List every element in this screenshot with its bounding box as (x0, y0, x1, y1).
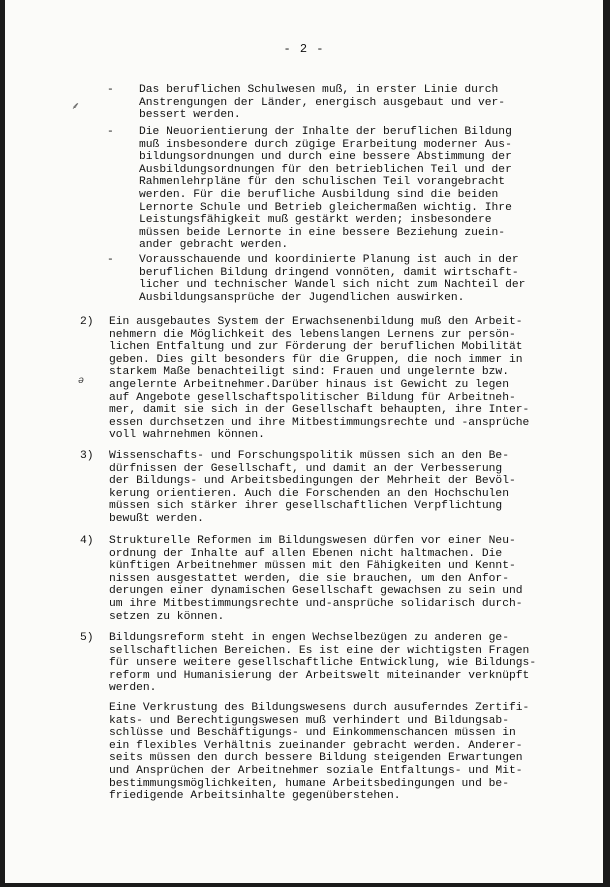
text-line: Vorausschauende und koordinierte Planung ist auch in der (139, 254, 519, 266)
bullet-paragraph (139, 126, 512, 252)
text-line: für unsere weitere gesellschaftliche Entwicklung, wie Bildungs- (109, 657, 537, 670)
text-line: werden. (109, 682, 157, 695)
text-line: kerung orientieren. Auch die Forschenden an den Hochschulen (109, 487, 509, 500)
text-line: Anstrengungen der Länder, energisch ausgebaut und ver- (139, 96, 506, 109)
text-line: Ausbildungsordnungen für den betrieblichen Teil und der (139, 163, 512, 176)
section-paragraph (109, 632, 536, 695)
text-line: ein flexibles Verhältnis zueinander gebracht werden. Anderer- (109, 739, 523, 752)
text-line: ordnung der Inhalte auf allen Ebenen nicht haltmachen. Die (109, 547, 503, 560)
text-line: friedigende Arbeitsinhalte gegenüberstehen. (109, 790, 401, 803)
text-line: kats- und Berechtigungswesen muß verhindert und Bildungsab- (109, 714, 509, 727)
section-number: 4) (80, 535, 94, 547)
text-line: Leistungsfähigkeit muß gestärkt werden; insbesondere (139, 214, 492, 227)
text-line: lichen Entfaltung und zur Förderung der beruflichen Mobilität (109, 341, 523, 354)
text-line: auf Angebote gesellschaftspolitischer Bildung für Arbeitneh- (109, 391, 516, 404)
text-line: Rahmenlehrpläne für den schulischen Teil vorangebracht (139, 176, 506, 189)
text-line: seits müssen den durch bessere Bildung steigenden Erwartungen (109, 752, 523, 765)
text-line: angelernte Arbeitnehmer.Darüber hinaus ist Gewicht zu legen (109, 378, 509, 391)
page-number: - 2 - (283, 42, 325, 56)
section-paragraph (109, 535, 523, 623)
text-line: werden. Für die berufliche Ausbildung sind die beiden (139, 188, 499, 201)
text-line: schlüsse und Beschäftigungs- und Einkommenschancen müssen in (109, 727, 516, 740)
text-line: essen durchsetzen und ihre Mitbestimmungsrechte und -ansprüche (109, 416, 530, 429)
section-number: 2) (80, 316, 94, 328)
text-line: Bildungsreform steht in engen Wechselbezügen zu anderen ge- (109, 632, 509, 644)
bullet-marker: - (107, 126, 114, 138)
margin-pencil-mark: ⸙ (71, 102, 79, 113)
text-line: der Bildungs- und Arbeitsbedingungen der Mehrheit der Bevöl- (109, 475, 516, 488)
text-line: Das beruflichen Schulwesen muß, in erster Linie durch (139, 84, 499, 96)
text-line: starkem Maße benachteiligt sind: Frauen und ungelernte bzw. (109, 366, 509, 379)
text-line: Wissenschafts- und Forschungspolitik müssen sich an den Be- (109, 450, 509, 462)
bullet-paragraph (139, 84, 505, 122)
text-line: reform und Humanisierung der Arbeitswelt miteinander verknüpft (109, 669, 530, 682)
text-line: mer, damit sie sich in der Gesellschaft behaupten, ihre Inter- (109, 404, 530, 417)
bullet-marker: - (107, 84, 114, 96)
section-number: 3) (80, 450, 94, 462)
text-line: setzen zu können. (109, 610, 225, 623)
text-line: licher und technischer Wandel sich nicht zum Nachteil der (139, 279, 526, 292)
text-line: ander gebracht werden. (139, 239, 289, 252)
text-line: beruflichen Bildung dringend vonnöten, damit wirtschaft- (139, 266, 519, 279)
text-line: müssen sich stärker ihrer gesellschaftlichen Verpflichtung (109, 500, 503, 513)
text-line: derungen einer dynamischen Gesellschaft gewachsen zu sein und (109, 585, 523, 598)
margin-pencil-mark: ə (78, 376, 85, 387)
bullet-paragraph (139, 254, 525, 304)
text-line: nehmern die Möglichkeit des lebenslangen Lernens zur persön- (109, 328, 516, 341)
text-line: dürfnissen der Gesellschaft, und damit an der Verbesserung (109, 462, 503, 475)
text-line: müssen beide Lernorte in eine bessere Beziehung zuein- (139, 226, 506, 239)
text-line: sellschaftlichen Bereichen. Es ist eine der wichtigsten Fragen (109, 644, 530, 657)
text-line: und Ansprüchen der Arbeitnehmer soziale Entfaltungs- und Mit- (109, 764, 523, 777)
section-paragraph (109, 316, 529, 442)
bullet-marker: - (107, 254, 114, 266)
text-line: um ihre Mitbestimmungsrechte und-ansprüche solidarisch durch- (109, 597, 523, 610)
text-line: Ein ausgebautes System der Erwachsenenbildung muß den Arbeit- (109, 316, 523, 328)
text-line: voll wahrnehmen können. (109, 429, 265, 442)
section-paragraph (109, 702, 529, 803)
section-number: 5) (80, 632, 94, 644)
text-line: Eine Verkrustung des Bildungswesens durch ausuferndes Zertifi- (109, 702, 530, 714)
text-line: bessert werden. (139, 109, 241, 122)
text-line: künftigen Arbeitnehmer müssen mit den Fähigkeiten und Kennt- (109, 560, 516, 573)
text-line: Ausbildungsansprüche der Jugendlichen auswirken. (139, 291, 465, 304)
text-line: Lernorte Schule und Betrieb gleichermaßen wichtig. Ihre (139, 201, 512, 214)
text-line: bildungsordnungen und durch eine bessere Abstimmung der (139, 151, 512, 164)
text-line: muß insbesondere durch zügige Erarbeitung moderner Aus- (139, 138, 512, 151)
text-line: nissen ausgestattet werden, die sie brauchen, um den Anfor- (109, 572, 509, 585)
section-paragraph (109, 450, 516, 526)
text-line: bestimmungsmöglichkeiten, humane Arbeitsbedingungen und be- (109, 777, 509, 790)
text-line: Strukturelle Reformen im Bildungswesen dürfen vor einer Neu- (109, 535, 516, 547)
text-line: Die Neuorientierung der Inhalte der beruflichen Bildung (139, 126, 512, 138)
text-line: geben. Dies gilt besonders für die Gruppen, die noch immer in (109, 353, 523, 366)
text-line: bewußt werden. (109, 512, 204, 525)
